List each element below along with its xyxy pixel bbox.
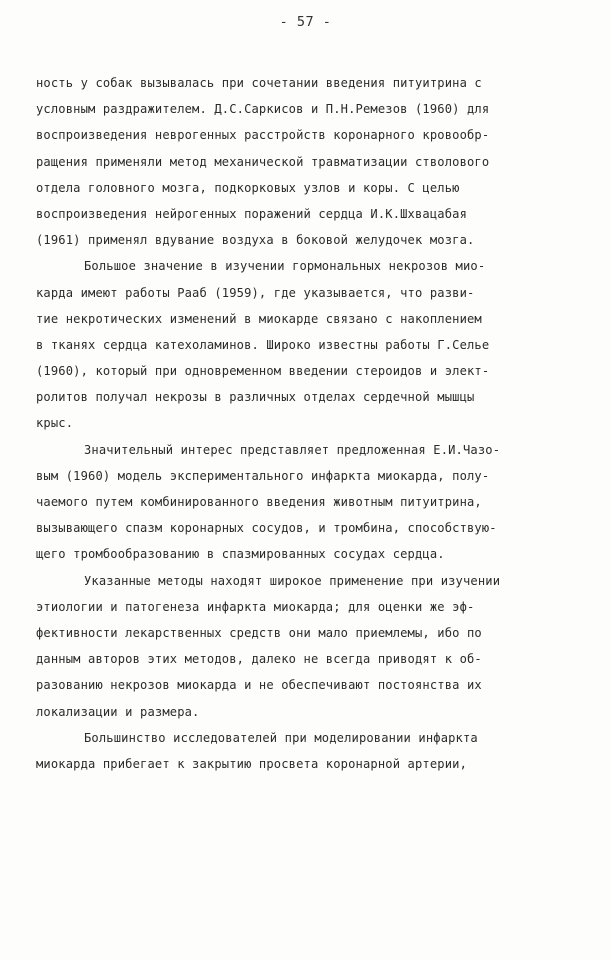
text-line: (1961) применял вдувание воздуха в боковой желудочек мозга. <box>36 233 475 248</box>
text-line: Большое значение в изучении гормональных некрозов мио- <box>84 259 486 274</box>
text-line: воспроизведения нейрогенных поражений сердца И.К.Шхвацабая <box>36 206 468 221</box>
text-line: фективности лекарственных средств они мало приемлемы, ибо по <box>36 625 482 640</box>
text-line: данным авторов этих методов, далеко не всегда приводят к об- <box>36 652 482 667</box>
text-line: (1960), который при одновременном введении стероидов и элект- <box>36 364 490 379</box>
text-line: щего тромбообразованию в спазмированных сосудах сердца. <box>36 547 445 562</box>
paragraph-1 <box>36 70 576 253</box>
paragraph-4 <box>36 568 576 725</box>
text-line: карда имеют работы Рааб (1959), где указывается, что разви- <box>36 285 475 300</box>
text-line: крыс. <box>36 416 74 431</box>
text-line: ность у собак вызывалась при сочетании введения питуитрина с <box>36 76 482 90</box>
text-line: миокарда прибегает к закрытию просвета коронарной артерии, <box>36 756 468 771</box>
text-line: воспроизведения неврогенных расстройств коронарного кровообр- <box>36 128 490 143</box>
paragraph-5 <box>36 725 576 777</box>
text-line: ращения применяли метод механической травматизации стволового <box>36 154 490 169</box>
text-line: вызывающего спазм коронарных сосудов, и тромбина, способствую- <box>36 521 497 536</box>
text-line: отдела головного мозга, подкорковых узлов и коры. С целью <box>36 180 460 195</box>
text-line: тие некротических изменений в миокарде связано с накоплением <box>36 311 482 326</box>
text-line: условным раздражителем. Д.С.Саркисов и П.Н.Ремезов (1960) для <box>36 102 490 117</box>
text-line: этиологии и патогенеза инфаркта миокарда; для оценки же эф- <box>36 599 475 614</box>
text-line: разованию некрозов миокарда и не обеспечивают постоянства их <box>36 678 482 693</box>
paragraph-2 <box>36 253 576 436</box>
text-line: вым (1960) модель экспериментального инфаркта миокарда, полу- <box>36 468 490 483</box>
text-line: Значительный интерес представляет предложенная Е.И.Чазо- <box>84 442 501 457</box>
text-body <box>36 70 576 777</box>
text-line: Указанные методы находят широкое применение при изучении <box>84 573 501 588</box>
text-line: локализации и размера. <box>36 704 200 719</box>
text-line: чаемого путем комбинированного введения животным питуитрина, <box>36 495 482 509</box>
paragraph-3 <box>36 437 576 568</box>
text-line: в тканях сердца катехоламинов. Широко известны работы Г.Селье <box>36 337 490 352</box>
text-line: Большинство исследователей при моделировании инфаркта <box>84 730 478 745</box>
text-line: ролитов получал некрозы в различных отделах сердечной мышцы <box>36 390 475 405</box>
page-number: - 57 - <box>279 14 332 30</box>
